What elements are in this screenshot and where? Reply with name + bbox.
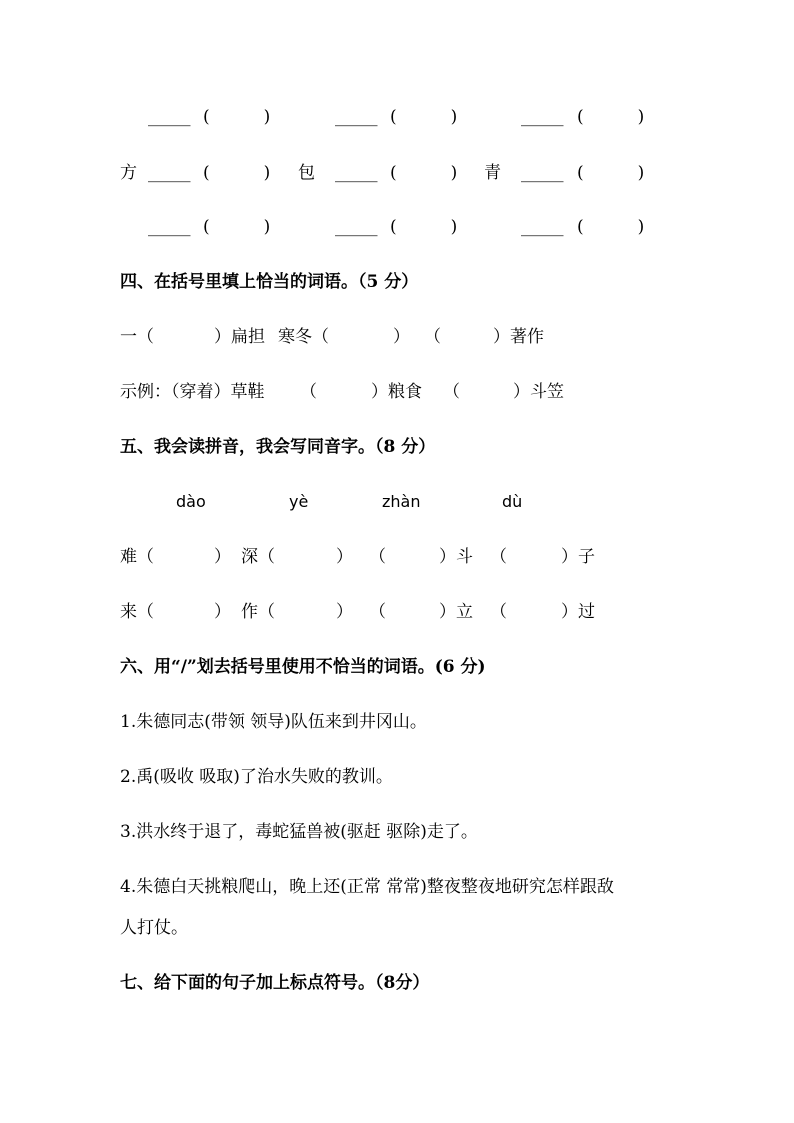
answer-blank[interactable]: _____	[521, 217, 564, 237]
fill-text: （	[443, 382, 460, 402]
answer-blank[interactable]: _____	[521, 107, 564, 127]
answer-paren[interactable]: ( )	[203, 163, 271, 183]
answer-blank[interactable]: _____	[148, 107, 191, 127]
answer-paren[interactable]: ( )	[203, 107, 271, 127]
pinyin-label: zhàn	[382, 492, 421, 511]
homophone-text: 难（	[120, 547, 154, 567]
answer-blank[interactable]: _____	[521, 163, 564, 183]
question-item: 1.朱德同志(带领 领导)队伍来到井冈山。	[120, 712, 427, 732]
section-4-heading: 四、在括号里填上恰当的词语。（5 分）	[120, 272, 419, 292]
answer-blank[interactable]: _____	[335, 107, 378, 127]
answer-paren[interactable]: ( )	[203, 217, 271, 237]
answer-blank[interactable]: _____	[335, 217, 378, 237]
fill-text: ）著作	[493, 327, 544, 347]
fill-text: 寒冬（	[278, 327, 329, 347]
homophone-text: ）	[214, 547, 231, 567]
fill-text: （	[424, 327, 441, 347]
question-item: 3.洪水终于退了，毒蛇猛兽被(驱赶 驱除)走了。	[120, 822, 478, 842]
homophone-text: （	[490, 602, 507, 622]
fill-text: ）斗笠	[513, 382, 564, 402]
homophone-text: （	[369, 547, 386, 567]
answer-blank[interactable]: _____	[148, 217, 191, 237]
answer-paren[interactable]: ( )	[390, 163, 458, 183]
question-item-continuation: 人打仗。	[120, 918, 188, 938]
answer-blank[interactable]: _____	[148, 163, 191, 183]
section-7-heading: 七、给下面的句子加上标点符号。（8分）	[120, 973, 430, 993]
homophone-text: ）子	[561, 547, 595, 567]
fill-text: （	[300, 382, 317, 402]
fill-text: ）扁担	[214, 327, 265, 347]
homophone-text: （	[369, 602, 386, 622]
section-6-heading: 六、用“/”划去括号里使用不恰当的词语。(6 分)	[120, 657, 486, 677]
answer-paren[interactable]: ( )	[390, 217, 458, 237]
section-5-heading: 五、我会读拼音，我会写同音字。（8 分）	[120, 437, 436, 457]
homophone-text: 深（	[241, 547, 275, 567]
answer-paren[interactable]: ( )	[390, 107, 458, 127]
homophone-text: 来（	[120, 602, 154, 622]
fill-example: 示例：（穿着）草鞋	[120, 382, 265, 402]
homophone-text: ）	[336, 547, 353, 567]
homophone-text: ）斗	[439, 547, 473, 567]
fill-text: ）粮食	[371, 382, 422, 402]
answer-blank[interactable]: _____	[335, 163, 378, 183]
homophone-text: ）过	[561, 602, 595, 622]
homophone-text: ）	[336, 602, 353, 622]
homophone-text: ）	[214, 602, 231, 622]
fill-text: ）	[393, 327, 410, 347]
fill-text: 一（	[120, 327, 154, 347]
question-item: 2.禹(吸收 吸取)了治水失败的教训。	[120, 767, 393, 787]
base-char: 包	[298, 163, 315, 183]
pinyin-label: dào	[176, 492, 206, 511]
answer-paren[interactable]: ( )	[577, 163, 645, 183]
homophone-text: ）立	[439, 602, 473, 622]
pinyin-label: yè	[289, 492, 309, 511]
question-item: 4.朱德白天挑粮爬山，晚上还(正常 常常)整夜整夜地研究怎样跟敌	[120, 877, 614, 897]
answer-paren[interactable]: ( )	[577, 107, 645, 127]
homophone-text: （	[490, 547, 507, 567]
homophone-text: 作（	[241, 602, 275, 622]
base-char: 方	[120, 163, 137, 183]
base-char: 青	[484, 163, 501, 183]
answer-paren[interactable]: ( )	[577, 217, 645, 237]
pinyin-label: dù	[502, 492, 523, 511]
